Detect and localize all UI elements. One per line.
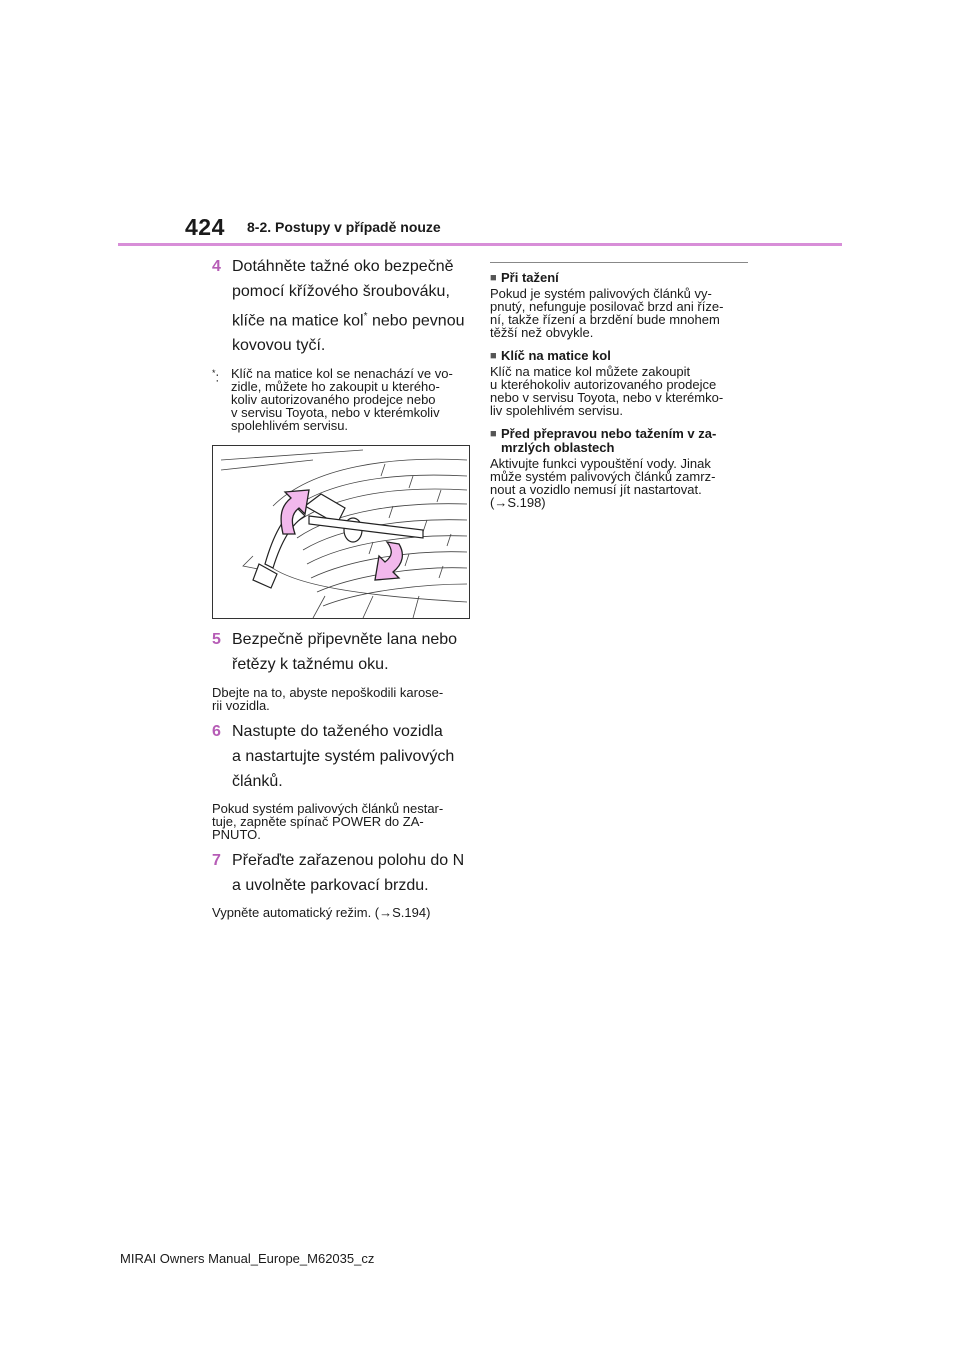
footnote: *: Klíč na matice kol se nenachází ve vo- zidle, můžete ho zakoupit u kterého- koliv autorizovaného prodejce nebo v servisu Toyota, nebo v kterémkoliv spolehlivém servisu.: [212, 366, 453, 434]
note-lug-wrench: ■ Klíč na matice kol Klíč na matice kol můžete zakoupit u kteréhokoliv autorizovaného prodejce nebo v servisu Toyota, nebo v kterémko- liv spolehlivém servisu.: [490, 348, 724, 418]
footer-manual-id: MIRAI Owners Manual_Europe_M62035_cz: [120, 1251, 375, 1266]
step-5-note: Dbejte na to, abyste nepoškodili karose- rii vozidla.: [212, 685, 444, 714]
section-title: 8-2. Postupy v případě nouze: [247, 219, 441, 235]
step-number: 6: [212, 723, 221, 741]
step-7: 7 Přeřaďte zařazenou polohu do N a uvolněte parkovací brzdu.: [212, 848, 474, 898]
square-bullet-icon: ■: [490, 428, 497, 440]
towing-eye-illustration: [212, 445, 470, 619]
step-text: Dotáhněte tažné oko bezpečně pomocí křížového šroubováku, klíče na matice kol* nebo pevnou kovovou tyčí.: [232, 258, 465, 355]
section-divider: [490, 262, 748, 263]
step-number: 5: [212, 631, 221, 649]
step-number: 7: [212, 852, 221, 870]
step-6-note: Pokud systém palivových článků nestar- tuje, zapněte spínač POWER do ZA- PNUTO.: [212, 801, 444, 843]
note-towing: ■ Při tažení Pokud je systém palivových článků vy- pnutý, nefunguje posilovač brzd ani říze- ní, takže řízení a brzdění bude mnohem těžší než obvykle.: [490, 270, 724, 340]
square-bullet-icon: ■: [490, 350, 497, 362]
wrench-tightening-illustration: [213, 446, 469, 618]
note-title: Před přepravou nebo tažením v za-: [501, 426, 717, 441]
page-number: 424: [185, 214, 225, 240]
step-5: 5 Bezpečně připevněte lana nebo řetězy k tažnému oku.: [212, 627, 474, 677]
step-6: 6 Nastupte do taženého vozidla a nastartujte systém palivových článků.: [212, 719, 474, 794]
step-4: [212, 254, 474, 358]
square-bullet-icon: ■: [490, 272, 497, 284]
step-7-note: Vypněte automatický režim. (→S.194): [212, 905, 431, 921]
header-rule: [118, 243, 842, 246]
note-title: Při tažení: [501, 270, 559, 285]
asterisk: *: [363, 311, 368, 322]
right-column: [490, 262, 750, 519]
note-title: Klíč na matice kol: [501, 348, 611, 363]
left-column: [212, 254, 474, 919]
note-cold-regions: ■ Před přepravou nebo tažením v za- mrzlých oblastech Aktivujte funkci vypouštění vody. Jinak může systém palivových článků zamrz- nout a vozidlo nemusí jít nastartovat. (→S.198): [490, 426, 717, 510]
step-number: 4: [212, 258, 221, 275]
